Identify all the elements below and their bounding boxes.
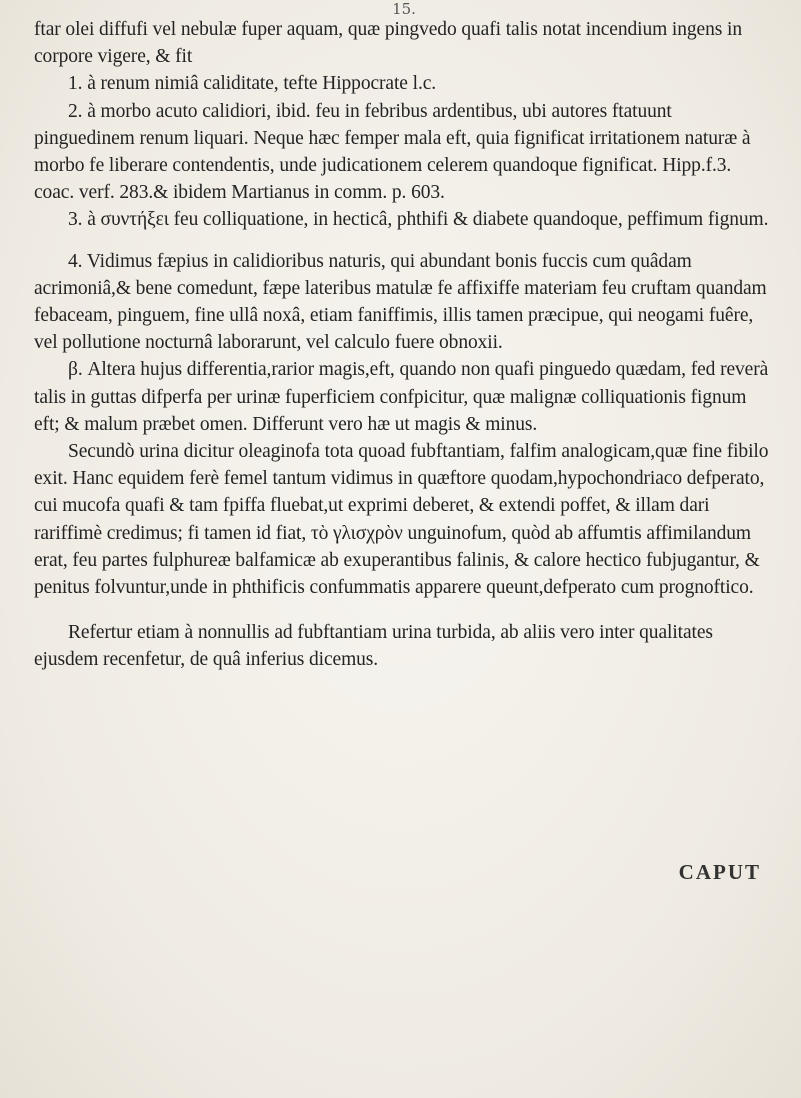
page-number: 15. <box>392 0 416 18</box>
paragraph-secundo: Secundò urina dicitur oleaginofa tota quoad fubftantiam, falfim analogicam,quæ fine fibilo exit. Hanc equidem ferè femel tantum vidimus in quæftore quodam,hypochondriaco defperato, cui mucofa quafi & tam fpiffa fluebat,ut exprimi deberet, & extendi poffet, & illam dari rariffimè credimus; fi tamen id fiat, τὸ γλισχρὸν unguinofum, quòd ab affumtis affimilandum erat, feu partes fulphureæ balfamicæ ab exuperantibus falinis, & calore hectico fubjugantur, & penitus folvuntur,unde in phthificis confummatis apparere queunt,defperato cum prognoftico. <box>34 441 769 599</box>
paragraph-beta: β. Altera hujus differentia,rarior magis,eft, quando non quafi pinguedo quædam, fed reverà talis in guttas difperfa per urinæ fuperficiem confpicitur, quæ malignæ colliquationis fignum eft; & malum præbet omen. Differunt vero hæ ut magis & minus. <box>34 359 769 435</box>
paragraph-refertur: Refertur etiam à nonnullis ad fubftantiam urina turbida, ab aliis vero inter qualitates ejusdem recenfetur, de quâ inferius dicemus. <box>34 622 713 671</box>
paragraph-item-1: 1. à renum nimiâ caliditate, tefte Hippocrate l.c. <box>68 73 437 95</box>
paragraph-item-2: 2. à morbo acuto calidiori, ibid. feu in febribus ardentibus, ubi autores ftatuunt pinguedinem renum liquari. Neque hæc femper mala eft, quia fignificat irritationem naturæ à morbo fe liberare contendentis, unde judicationem celerem quandoque fignificat. Hipp.f.3. coac. verf. 283.& ibidem Martianus in comm. p. 603. <box>34 100 751 204</box>
catchword: CAPUT <box>678 860 761 884</box>
paragraph-item-4: 4. Vidimus fæpius in calidioribus naturis, qui abundant bonis fuccis cum quâdam acrimoniâ,& bene comedunt, fæpe lateribus matulæ fe affixiffe materiam feu cruftam quandam febaceam, pinguem, fine ullâ noxâ, etiam faniffimis, illis tamen præcipue, qui neogami fuêre, vel pollutione nocturnâ laborarunt, vel calculo fuere obnoxii. <box>34 250 767 354</box>
body-text <box>34 16 774 674</box>
paragraph-intro: ftar olei diffufi vel nebulæ fuper aquam, quæ pingvedo quafi talis notat incendium ingens in corpore vigere, & fit <box>34 19 742 68</box>
paragraph-item-3: 3. à συντήξει feu colliquatione, in hecticâ, phthifi & diabete quandoque, peffimum fignum. <box>68 209 769 231</box>
